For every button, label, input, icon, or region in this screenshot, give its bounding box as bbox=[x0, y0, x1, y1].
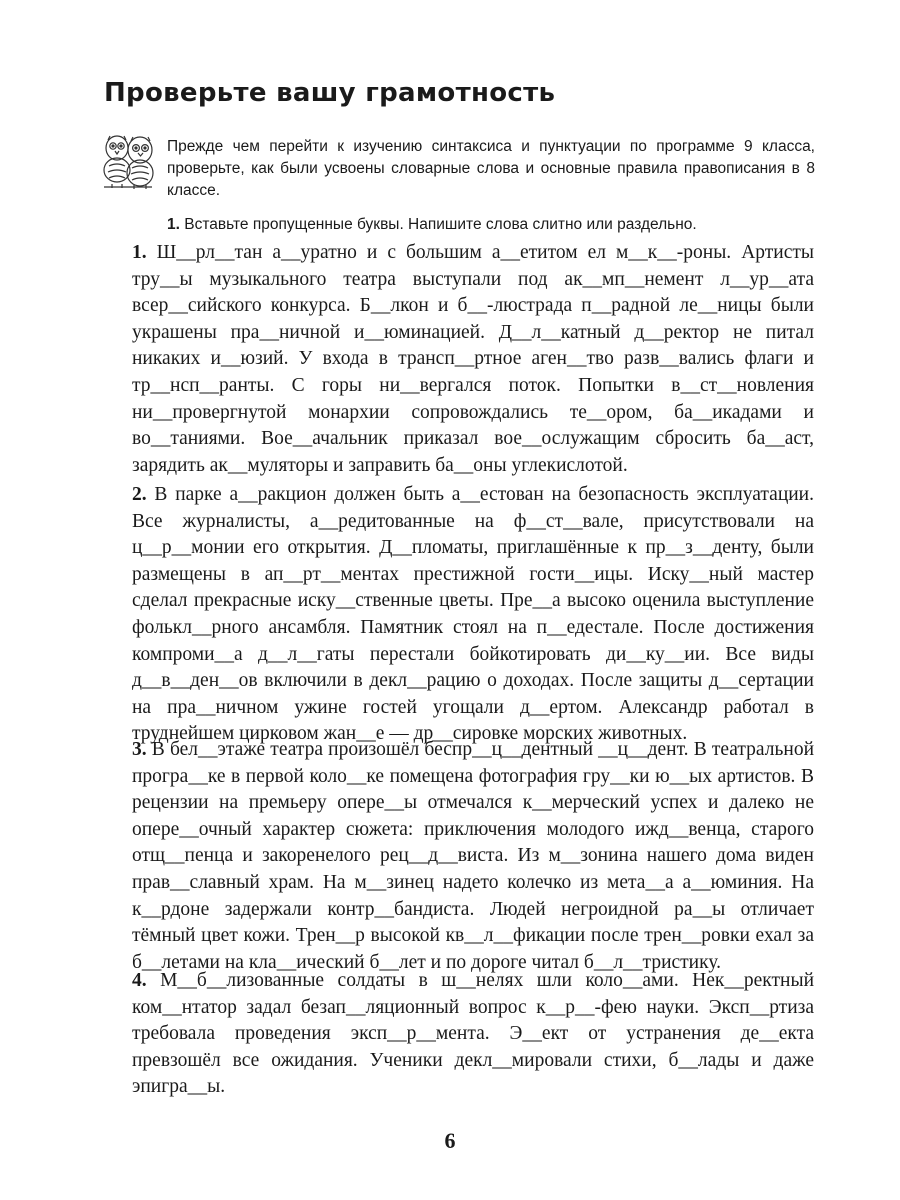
owls-icon bbox=[100, 132, 156, 190]
exercise-paragraph-1 bbox=[132, 240, 814, 479]
paragraph-text: В бел__этаже театра произошёл беспр__ц__дентный __ц__дент. В театральной програ__ке в первой коло__ке помещена фотография гру__ки ю__ых артистов. В рецензии на премьеру опере__ы отмечался к__мерческий успех и далеко не опере__очный характер сюжета: приключения молодого ижд__венца, старого отщ__пенца и закоренелого рец__д__виста. Из м__зонина нашего дома виден прав__славный храм. На м__зинец надето колечко из мета__а а__юминия. На к__рдоне задержали контр__бандиста. Людей негроидной ра__ы отличает тёмный цвет кожи. Трен__р высокой кв__л__фикации после трен__ровки ехал за б__летами на кла__ический б__лет и по дороге читал б__л__тристику. bbox=[132, 739, 815, 973]
page-title: Проверьте вашу грамотность bbox=[104, 78, 556, 108]
paragraph-number: 2. bbox=[132, 484, 147, 505]
paragraph-text: В парке а__ракцион должен быть а__естован на безопасность эксплуатации. Все журналисты, а__редитованные на ф__ст__вале, присутствовали на ц__р__монии его открытия. Д__пломаты, приглашённые к пр__з__денту, были размещены в ап__рт__ментах престижной гости__ицы. Иску__ный мастер сделал прекрасные иску__ственные цветы. Пре__а высоко оценила выступление фолькл__рного ансамбля. Памятник стоял на п__едестале. После достижения компроми__а д__л__гаты перестали бойкотировать ди__ку__ии. Все виды д__в__ден__ов включили в декл__рацию о доходах. После защиты д__сертации на пра__ничном ужине гостей угощали д__ертом. Александр работал в труднейшем цирковом жан__е — др__сировке морских животных. bbox=[132, 484, 814, 745]
page-number: 6 bbox=[444, 1128, 456, 1153]
paragraph-number: 1. bbox=[132, 242, 147, 263]
task-instruction bbox=[167, 216, 697, 234]
exercise-paragraph-2 bbox=[132, 482, 814, 748]
paragraph-text: Ш__рл__тан а__уратно и с большим а__етитом ел м__к__-роны. Артисты тру__ы музыкального театра выступали под ак__мп__немент л__ур__ата всер__сийского конкурса. Б__лкон и б__-люстрада п__радной ле__ницы были украшены пра__ничной и__юминацией. Д__л__катный д__ректор не питал никаких и__юзий. У входа в трансп__ртное аген__тво разв__вались флаги и тр__нсп__ранты. С горы ни__вергался поток. Попытки в__ст__новления ни__провергнутой монархии сопровождались те__ором, ба__икадами и во__таниями. Вое__ачальник приказал вое__ослужащим сбросить ба__аст, зарядить ак__муляторы и заправить ба__оны углекислотой. bbox=[132, 242, 814, 476]
paragraph-number: 4. bbox=[132, 970, 147, 991]
exercise-paragraph-4 bbox=[132, 968, 814, 1101]
task-number: 1. bbox=[167, 216, 180, 233]
paragraph-text: М__б__лизованные солдаты в ш__нелях шли коло__ами. Нек__ректный ком__нтатор задал безап__ляционный вопрос к__р__-фею науки. Эксп__ртиза требовала проведения эксп__р__мента. Э__ект от устранения де__екта превзошёл все ожидания. Ученики декл__мировали стихи, б__лады и даже эпигра__ы. bbox=[132, 970, 815, 1098]
paragraph-number: 3. bbox=[132, 739, 147, 760]
task-text: Вставьте пропущенные буквы. Напишите слова слитно или раздельно. bbox=[184, 216, 697, 233]
intro-text: Прежде чем перейти к изучению синтаксиса и пунктуации по программе 9 класса, проверьте, как были усвоены словарные слова и основные правила правописания в 8 классе. bbox=[167, 138, 815, 199]
exercise-paragraph-3 bbox=[132, 737, 814, 976]
